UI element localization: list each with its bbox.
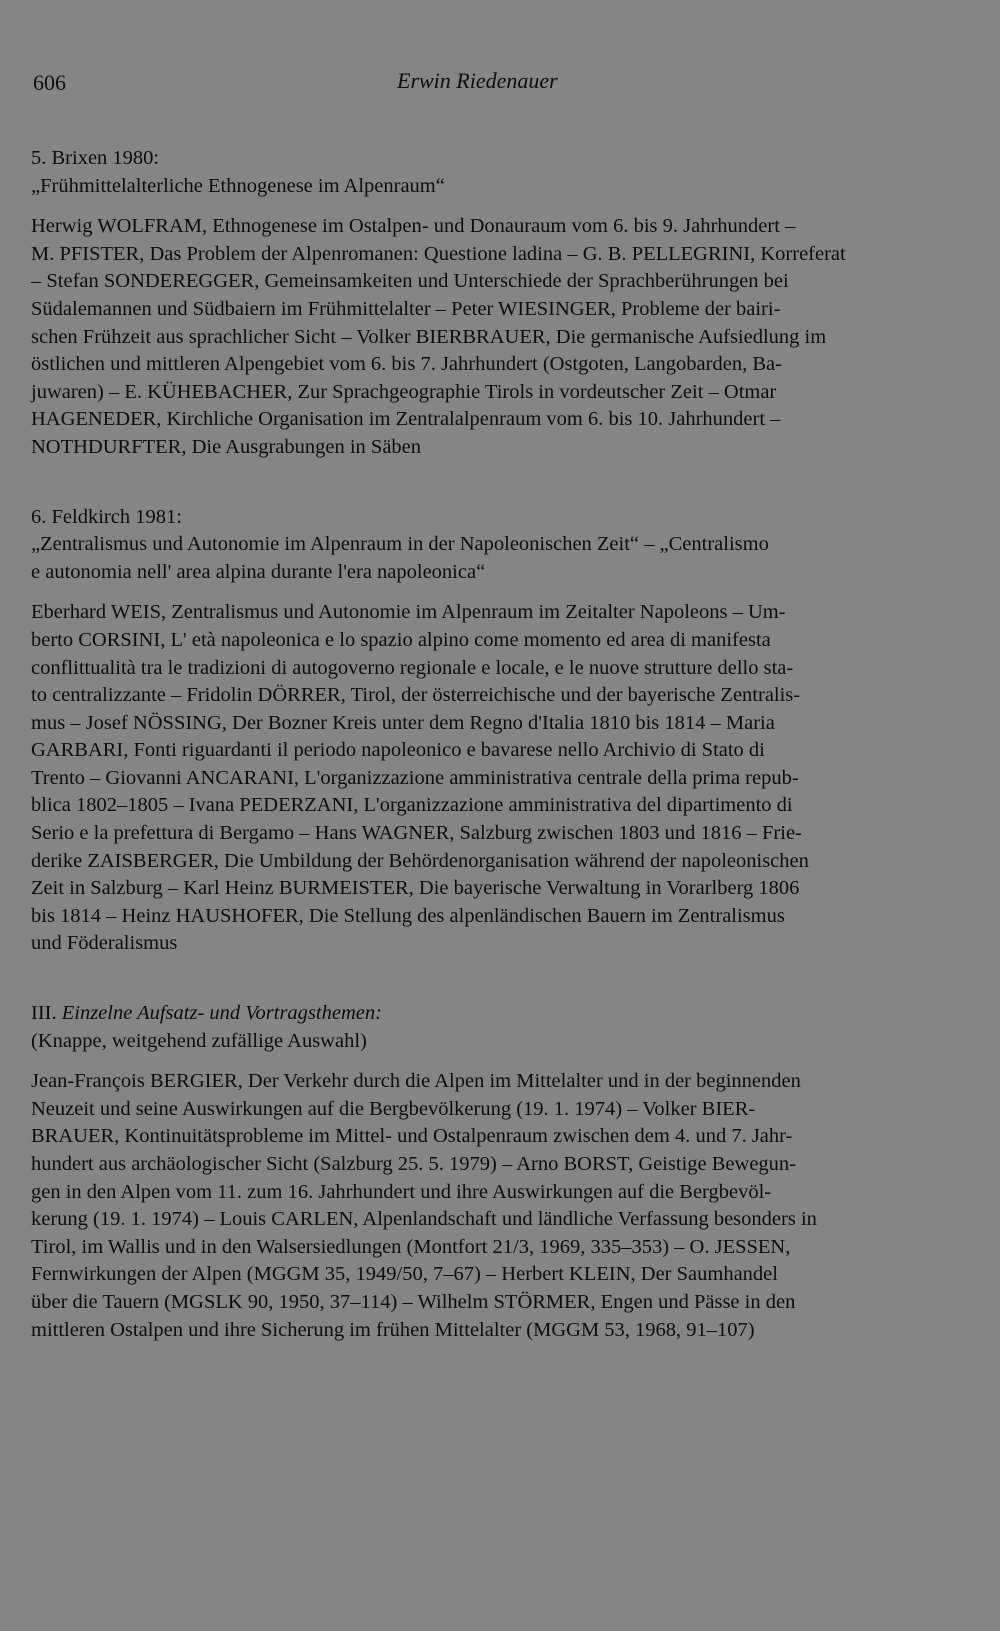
text-line: conflittualità tra le tradizioni di autogoverno regionale e locale, e le nuove strutture dello sta-	[31, 656, 794, 679]
text-line: Eberhard WEIS, Zentralismus und Autonomie im Alpenraum im Zeitalter Napoleons – Um-	[31, 601, 786, 624]
page-number: 606	[33, 70, 66, 95]
text-line: kerung (19. 1. 1974) – Louis CARLEN, Alpenlandschaft und ländliche Verfassung besonders in	[31, 1208, 817, 1231]
text-line: Trento – Giovanni ANCARANI, L'organizzazione amministrativa centrale della prima repub-	[31, 766, 799, 789]
heading-line: „Zentralismus und Autonomie im Alpenraum in der Napoleonischen Zeit“ – „Centralismo	[31, 533, 769, 556]
text-line: Tirol, im Wallis und in den Walsersiedlungen (Montfort 21/3, 1969, 335–353) – O. JESSEN,	[31, 1235, 791, 1258]
text-line: M. PFISTER, Das Problem der Alpenromanen: Questione ladina – G. B. PELLEGRINI, Korreferat	[31, 242, 846, 265]
text-line: bis 1814 – Heinz HAUSHOFER, Die Stellung des alpenländischen Bauern im Zentralismus	[31, 904, 785, 927]
text-line: östlichen und mittleren Alpengebiet vom 6. bis 7. Jahrhundert (Ostgoten, Langobarden, Ba-	[31, 353, 782, 376]
text-line: Jean-François BERGIER, Der Verkehr durch die Alpen im Mittelalter und in der beginnenden	[31, 1070, 801, 1093]
heading-line	[31, 1000, 936, 1028]
text-line: Zeit in Salzburg – Karl Heinz BURMEISTER, Die bayerische Verwaltung in Vorarlberg 1806	[31, 877, 800, 900]
heading-line: e autonomia nell' area alpina durante l'era napoleonica“	[31, 560, 486, 583]
section-paragraph	[31, 1068, 936, 1344]
text-line: Herwig WOLFRAM, Ethnogenese im Ostalpen- und Donauraum vom 6. bis 9. Jahrhundert –	[31, 215, 796, 238]
heading-title: Einzelne Aufsatz- und Vortragsthemen:	[61, 1002, 382, 1025]
section-brixen-1980	[31, 145, 936, 462]
text-line: berto CORSINI, L' età napoleonica e lo spazio alpino come momento ed area di manifesta	[31, 628, 771, 651]
section-heading	[31, 504, 936, 587]
heading-number: III.	[31, 1002, 57, 1025]
text-line: mus – Josef NÖSSING, Der Bozner Kreis unter dem Regno d'Italia 1810 bis 1814 – Maria	[31, 711, 775, 734]
text-line: Fernwirkungen der Alpen (MGGM 35, 1949/50, 7–67) – Herbert KLEIN, Der Saumhandel	[31, 1263, 778, 1286]
running-title: Erwin Riedenauer	[397, 68, 558, 93]
section-heading	[31, 145, 936, 200]
text-line: schen Frühzeit aus sprachlicher Sicht – Volker BIERBRAUER, Die germanische Aufsiedlung im	[31, 325, 827, 348]
section-heading	[31, 1000, 936, 1055]
text-line: gen in den Alpen vom 11. zum 16. Jahrhundert und ihre Auswirkungen auf die Bergbevöl-	[31, 1180, 772, 1203]
text-line: BRAUER, Kontinuitätsprobleme im Mittel- und Ostalpenraum zwischen dem 4. und 7. Jahr-	[31, 1125, 793, 1148]
section-paragraph	[31, 213, 936, 461]
text-line: mittleren Ostalpen und ihre Sicherung im frühen Mittelalter (MGGM 53, 1968, 91–107)	[31, 1318, 755, 1341]
text-line: blica 1802–1805 – Ivana PEDERZANI, L'organizzazione amministrativa del dipartimento di	[31, 794, 793, 817]
text-line: juwaren) – E. KÜHEBACHER, Zur Sprachgeographie Tirols in vordeutscher Zeit – Otmar	[31, 380, 777, 403]
text-line: hundert aus archäologischer Sicht (Salzburg 25. 5. 1979) – Arno BORST, Geistige Bewegun-	[31, 1153, 797, 1175]
text-line: NOTHDURFTER, Die Ausgrabungen in Säben	[31, 435, 422, 458]
heading-line: „Frühmittelalterliche Ethnogenese im Alpenraum“	[31, 174, 445, 197]
heading-line: 5. Brixen 1980:	[31, 147, 160, 169]
text-line: über die Tauern (MGSLK 90, 1950, 37–114) – Wilhelm STÖRMER, Engen und Pässe in den	[31, 1290, 796, 1313]
text-line: HAGENEDER, Kirchliche Organisation im Zentralalpenraum vom 6. bis 10. Jahrhundert –	[31, 408, 781, 431]
section-paragraph	[31, 599, 936, 958]
heading-line: 6. Feldkirch 1981:	[31, 505, 182, 528]
section-feldkirch-1981	[31, 504, 936, 959]
text-line: und Föderalismus	[31, 932, 178, 955]
page-body	[31, 145, 936, 1344]
heading-subtitle: (Knappe, weitgehend zufällige Auswahl)	[31, 1029, 367, 1052]
text-line: Serio e la prefettura di Bergamo – Hans WAGNER, Salzburg zwischen 1803 und 1816 – Frie-	[31, 822, 802, 845]
text-line: Südalemannen und Südbaiern im Frühmittelalter – Peter WIESINGER, Probleme der bairi-	[31, 297, 781, 320]
text-line: GARBARI, Fonti riguardanti il periodo napoleonico e bavarese nello Archivio di Stato di	[31, 739, 765, 762]
section-einzelne-themen	[31, 1000, 936, 1344]
text-line: derike ZAISBERGER, Die Umbildung der Behördenorganisation während der napoleonischen	[31, 849, 809, 872]
text-line: to centralizzante – Fridolin DÖRRER, Tirol, der österreichische und der bayerische Zentralis-	[31, 684, 801, 707]
text-line: Neuzeit und seine Auswirkungen auf die Bergbevölkerung (19. 1. 1974) – Volker BIER-	[31, 1097, 756, 1120]
text-line: – Stefan SONDEREGGER, Gemeinsamkeiten und Unterschiede der Sprachberührungen bei	[31, 270, 789, 293]
